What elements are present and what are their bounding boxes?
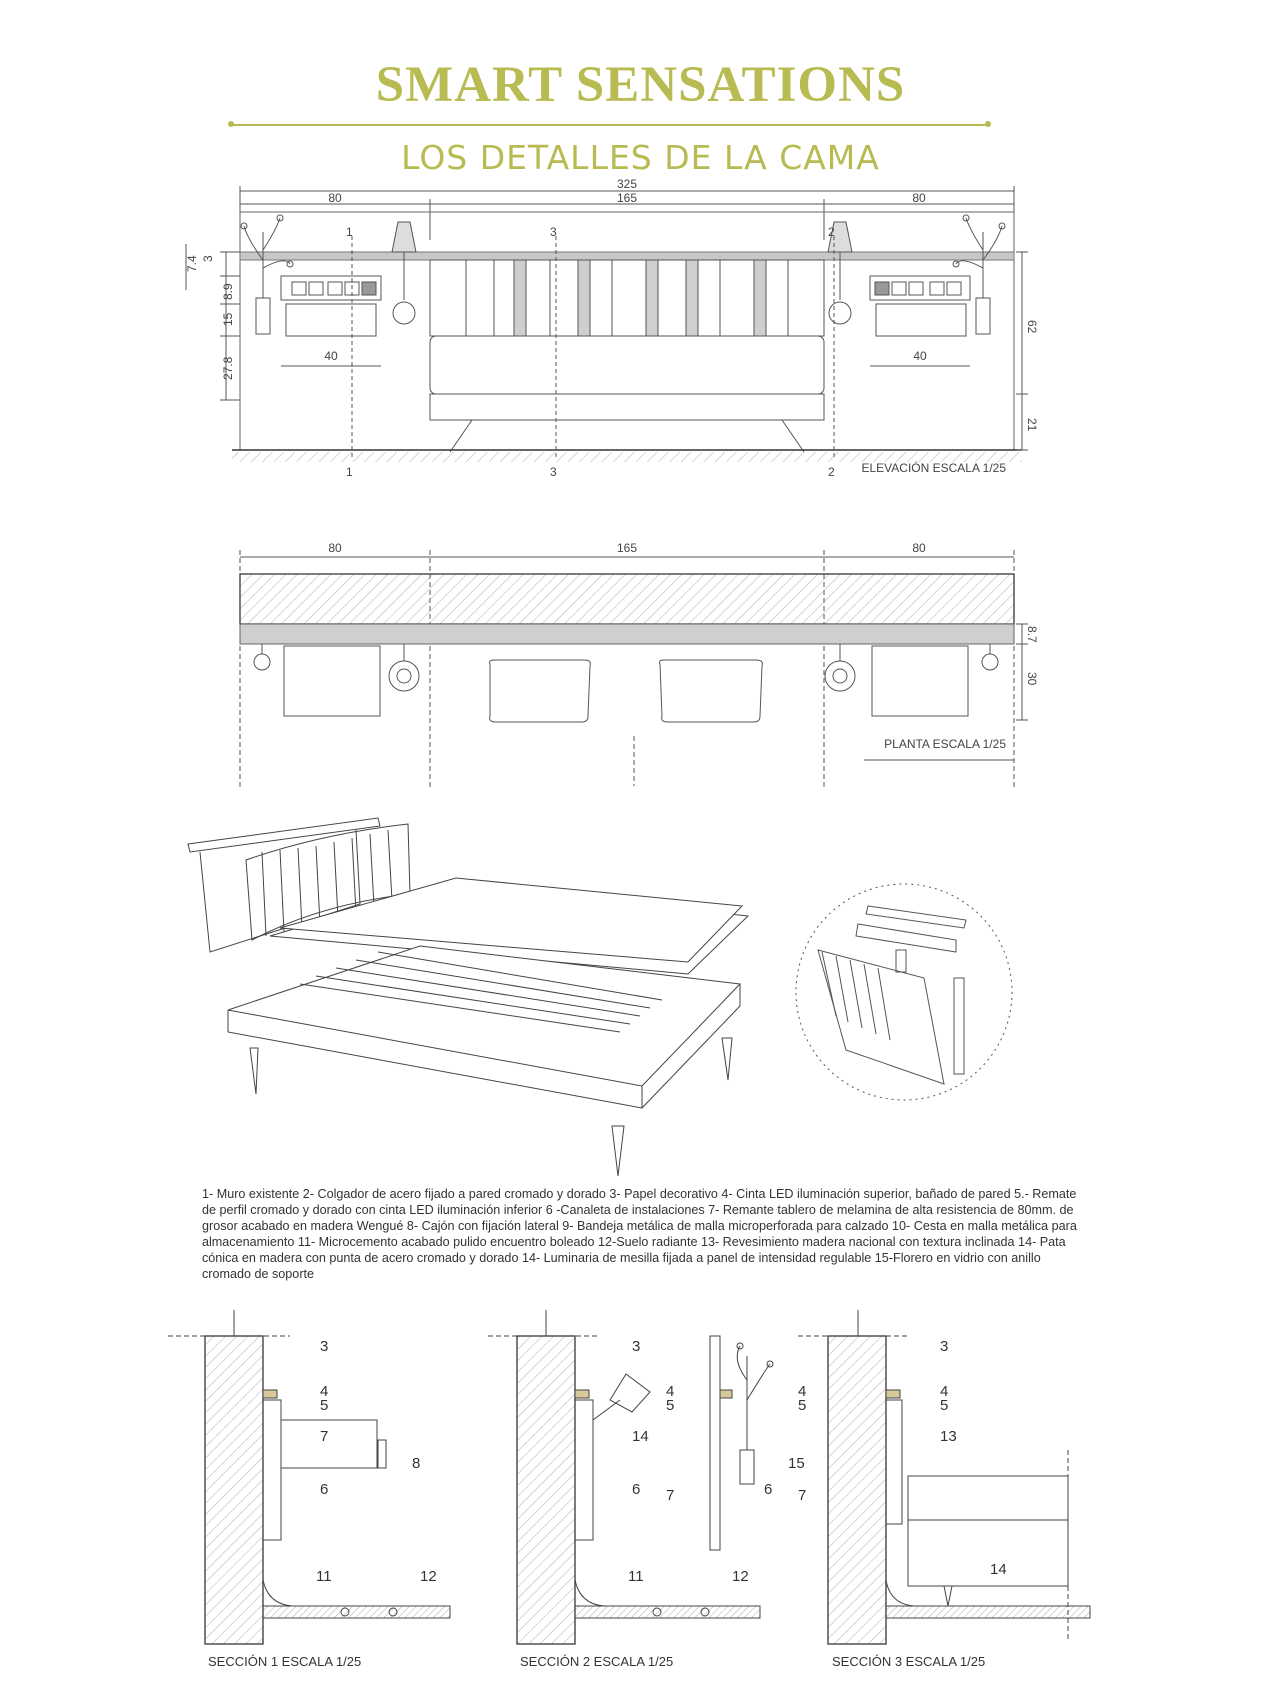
elev-section-mark-3-top: 3 <box>550 225 557 239</box>
wall-lamp-left <box>392 222 416 324</box>
elev-dim-left: 80 <box>328 191 342 205</box>
plan-dim-right: 80 <box>912 541 926 555</box>
s3-tag-14: 14 <box>990 1561 1007 1578</box>
section-1-drawing <box>168 1310 450 1644</box>
s2-tag-4: 4 <box>666 1383 675 1400</box>
s3-tag-3: 3 <box>940 1338 949 1355</box>
section-3-caption: SECCIÓN 3 ESCALA 1/25 <box>832 1654 986 1669</box>
plan-caption: PLANTA ESCALA 1/25 <box>884 737 1006 751</box>
elev-section-mark-1-top: 1 <box>346 225 353 239</box>
vase-right <box>953 215 1005 334</box>
elev-dim-center: 165 <box>616 191 638 205</box>
elev-dim-right: 80 <box>912 191 926 205</box>
elev-dim-left-e: 27.8 <box>221 356 235 380</box>
elev-section-mark-2-bottom: 2 <box>828 465 835 479</box>
s1-tag-6: 6 <box>320 1481 329 1498</box>
s2b-tag-5: 5 <box>798 1397 807 1414</box>
plan-dim-center: 165 <box>616 541 638 555</box>
s2-tag-5: 5 <box>666 1397 675 1414</box>
s1-tag-11: 11 <box>316 1568 332 1585</box>
elev-dim-right-b: 21 <box>1025 418 1039 432</box>
plan-dim-right-b: 30 <box>1025 672 1039 686</box>
s1-tag-7: 7 <box>320 1428 329 1445</box>
section-2-caption: SECCIÓN 2 ESCALA 1/25 <box>520 1654 674 1669</box>
elevation-drawing <box>186 186 1028 462</box>
s1-tag-8: 8 <box>412 1455 421 1472</box>
s2b-tag-7: 7 <box>798 1487 807 1504</box>
s3-tag-13: 13 <box>940 1428 957 1445</box>
page-title: SMART SENSATIONS <box>375 57 906 113</box>
bed-perspective <box>188 818 748 1176</box>
s2b-tag-6: 6 <box>764 1481 773 1498</box>
outlets-right <box>875 282 961 295</box>
elev-dim-total: 325 <box>616 177 638 191</box>
plan-drawing <box>240 550 1028 790</box>
elev-dim-right-a: 62 <box>1025 320 1039 334</box>
materials-legend <box>202 1186 1092 1282</box>
elev-drawer-width-left: 40 <box>324 349 338 363</box>
vase-left <box>241 215 293 334</box>
elev-dim-left-a: 7.4 <box>185 255 199 272</box>
elev-dim-left-b: 3 <box>201 255 215 262</box>
s2-tag-6: 6 <box>632 1481 641 1498</box>
section-1-caption: SECCIÓN 1 ESCALA 1/25 <box>208 1654 362 1669</box>
section-3-drawing <box>798 1310 1090 1644</box>
section-2-drawing <box>488 1310 773 1644</box>
s2-tag-11: 11 <box>628 1568 644 1585</box>
s1-tag-12: 12 <box>420 1568 437 1585</box>
headboard-slats <box>430 260 824 336</box>
s1-tag-4: 4 <box>320 1383 329 1400</box>
elev-drawer-width-right: 40 <box>913 349 927 363</box>
s2-tag-14: 14 <box>632 1428 649 1445</box>
s1-tag-3: 3 <box>320 1338 329 1355</box>
page-subtitle: LOS DETALLES DE LA CAMA <box>401 138 880 177</box>
elev-dim-left-d: 15 <box>221 312 235 326</box>
s2b-tag-4: 4 <box>798 1383 807 1400</box>
s2-tag-3: 3 <box>632 1338 641 1355</box>
s2b-tag-15: 15 <box>788 1455 805 1472</box>
elevation-caption: ELEVACIÓN ESCALA 1/25 <box>861 461 1006 475</box>
s1-tag-5: 5 <box>320 1397 329 1414</box>
elev-section-mark-3-bottom: 3 <box>550 465 557 479</box>
elev-section-mark-1-bottom: 1 <box>346 465 353 479</box>
plan-dim-left: 80 <box>328 541 342 555</box>
elev-dim-left-c: 8.9 <box>221 283 235 300</box>
outlets-left <box>292 282 376 295</box>
s3-tag-4: 4 <box>940 1383 949 1400</box>
s2-tag-7: 7 <box>666 1487 675 1504</box>
detail-callout <box>796 884 1012 1100</box>
plan-dim-right-a: 8.7 <box>1025 626 1039 643</box>
s2-tag-12: 12 <box>732 1568 749 1585</box>
s3-tag-5: 5 <box>940 1397 949 1414</box>
elev-section-mark-2-top: 2 <box>828 225 835 239</box>
materials-legend-text: 1- Muro existente 2- Colgador de acero fijado a pared cromado y dorado 3- Papel decorativo 4- Cinta LED iluminación superior, bañado de pared 5.- Remate de perfil cromado y dorado con cinta LED iluminación inferior 6 -Canaleta de instalaciones 7- Remante tablero de melamina de alta resistencia de 80mm. de grosor acabado en madera Wengué 8- Cajón con fijación lateral 9- Bandeja metálica de malla microperforada para calzado 10- Cesta en malla metálica para almacenamiento 11- Microcemento acabado pulido encuentro boleado 12-Suelo radiante 13- Revesimiento madera nacional con textura inclinada 14- Pata cónica en madera con punta de acero cromado y dorado 14- Luminaria de mesilla fijada a panel de intensidad regulable 15-Florero en vidrio con anillo cromado de soporte <box>202 1187 1077 1281</box>
